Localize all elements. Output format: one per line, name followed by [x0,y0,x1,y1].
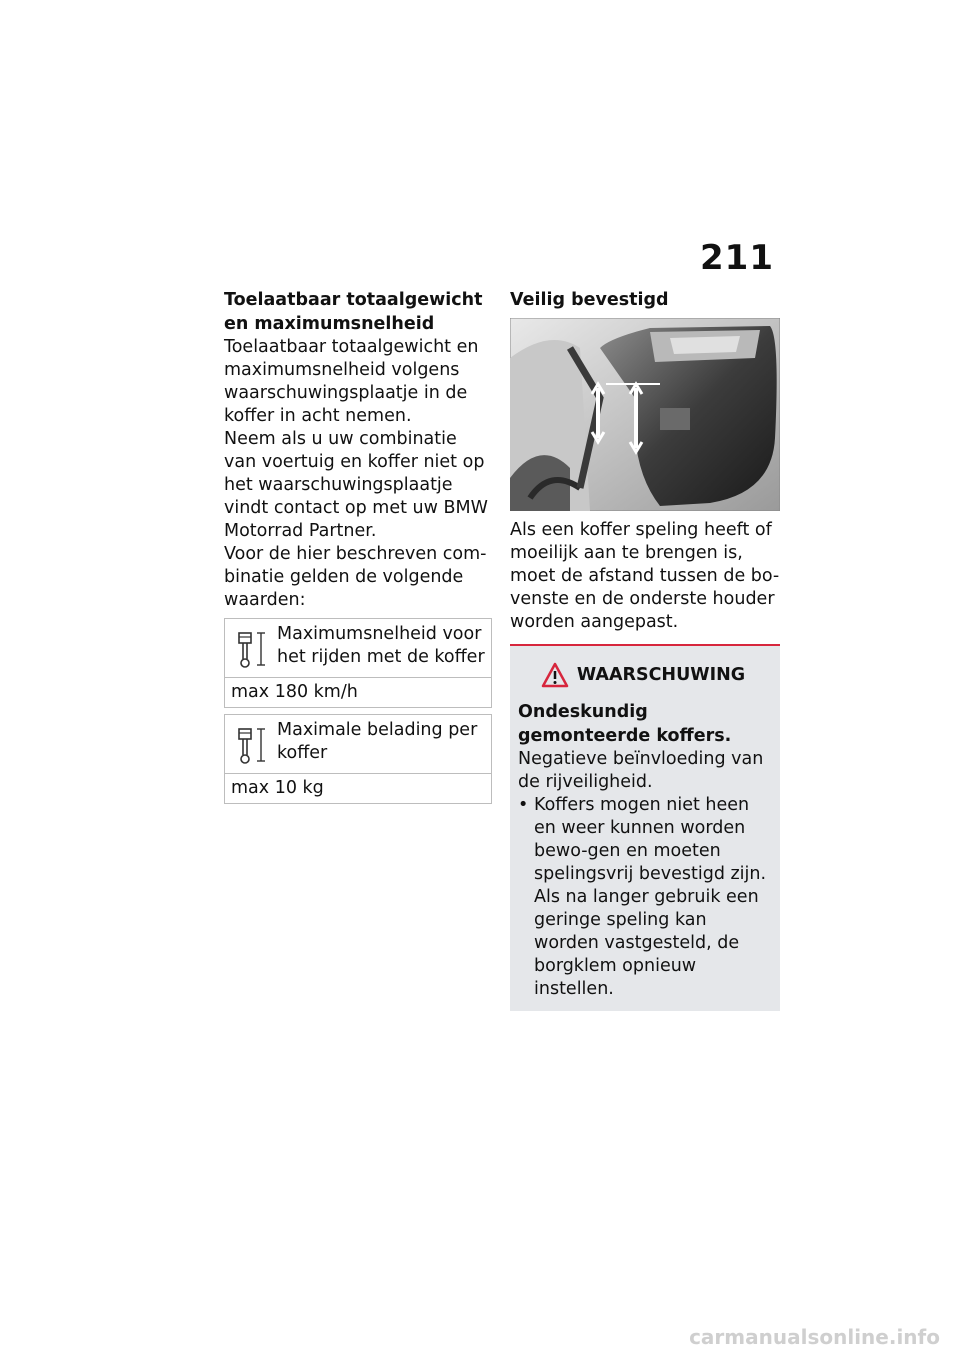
watermark: carmanualsonline.info [689,1325,940,1349]
spec-label: Maximumsnelheid voor het rijden met de koffer [277,624,485,667]
spec-box-speed [224,618,492,708]
suitcase-dimension-icon [235,725,269,769]
warning-subtitle: Ondeskundig gemonteerde koffers. [518,702,732,746]
paragraph: Toelaatbaar totaalgewicht en maximumsnelheid volgens waarschuwingsplaatje in de koffer in acht nemen. [224,337,479,426]
warning-triangle-icon [541,662,569,688]
warning-box [510,646,780,1011]
right-column [510,288,780,1011]
case-mount-photo [510,318,780,511]
warning-title: WAARSCHUWING [576,665,746,685]
paragraph: Als een koffer speling heeft of moeilijk aan te brengen is, moet de afstand tussen de bo-venste en de onderste houder worden aangepast. [510,520,780,632]
bullet-icon: • [518,795,529,815]
list-item [518,794,768,1001]
spec-label: Maximale belading per koffer [277,720,478,763]
paragraph: Neem als u uw combinatie van voertuig en koffer niet op het waarschuwingsplaatje vindt contact op met uw BMW Motorrad Partner. [224,429,488,541]
warning-text: Negatieve beïnvloeding van de rijveiligheid. [518,749,764,792]
page-number: 211 [700,238,774,278]
spec-value: max 10 kg [231,778,324,798]
left-column [224,288,492,804]
warning-bullet-text: Koffers mogen niet heen en weer kunnen worden bewo-gen en moeten spelingsvrij bevestigd zijn. Als na langer gebruik een geringe speling kan worden vastgesteld, de borgklem opnieuw instellen. [534,795,767,999]
section-heading: Toelaatbaar totaalgewicht en maximumsnelheid [224,290,483,334]
section-heading: Veilig bevestigd [510,290,669,310]
spec-box-load [224,714,492,804]
spec-value: max 180 km/h [231,682,358,702]
suitcase-dimension-icon [235,629,269,673]
paragraph: Voor de hier beschreven com-binatie gelden de volgende waarden: [224,544,487,610]
